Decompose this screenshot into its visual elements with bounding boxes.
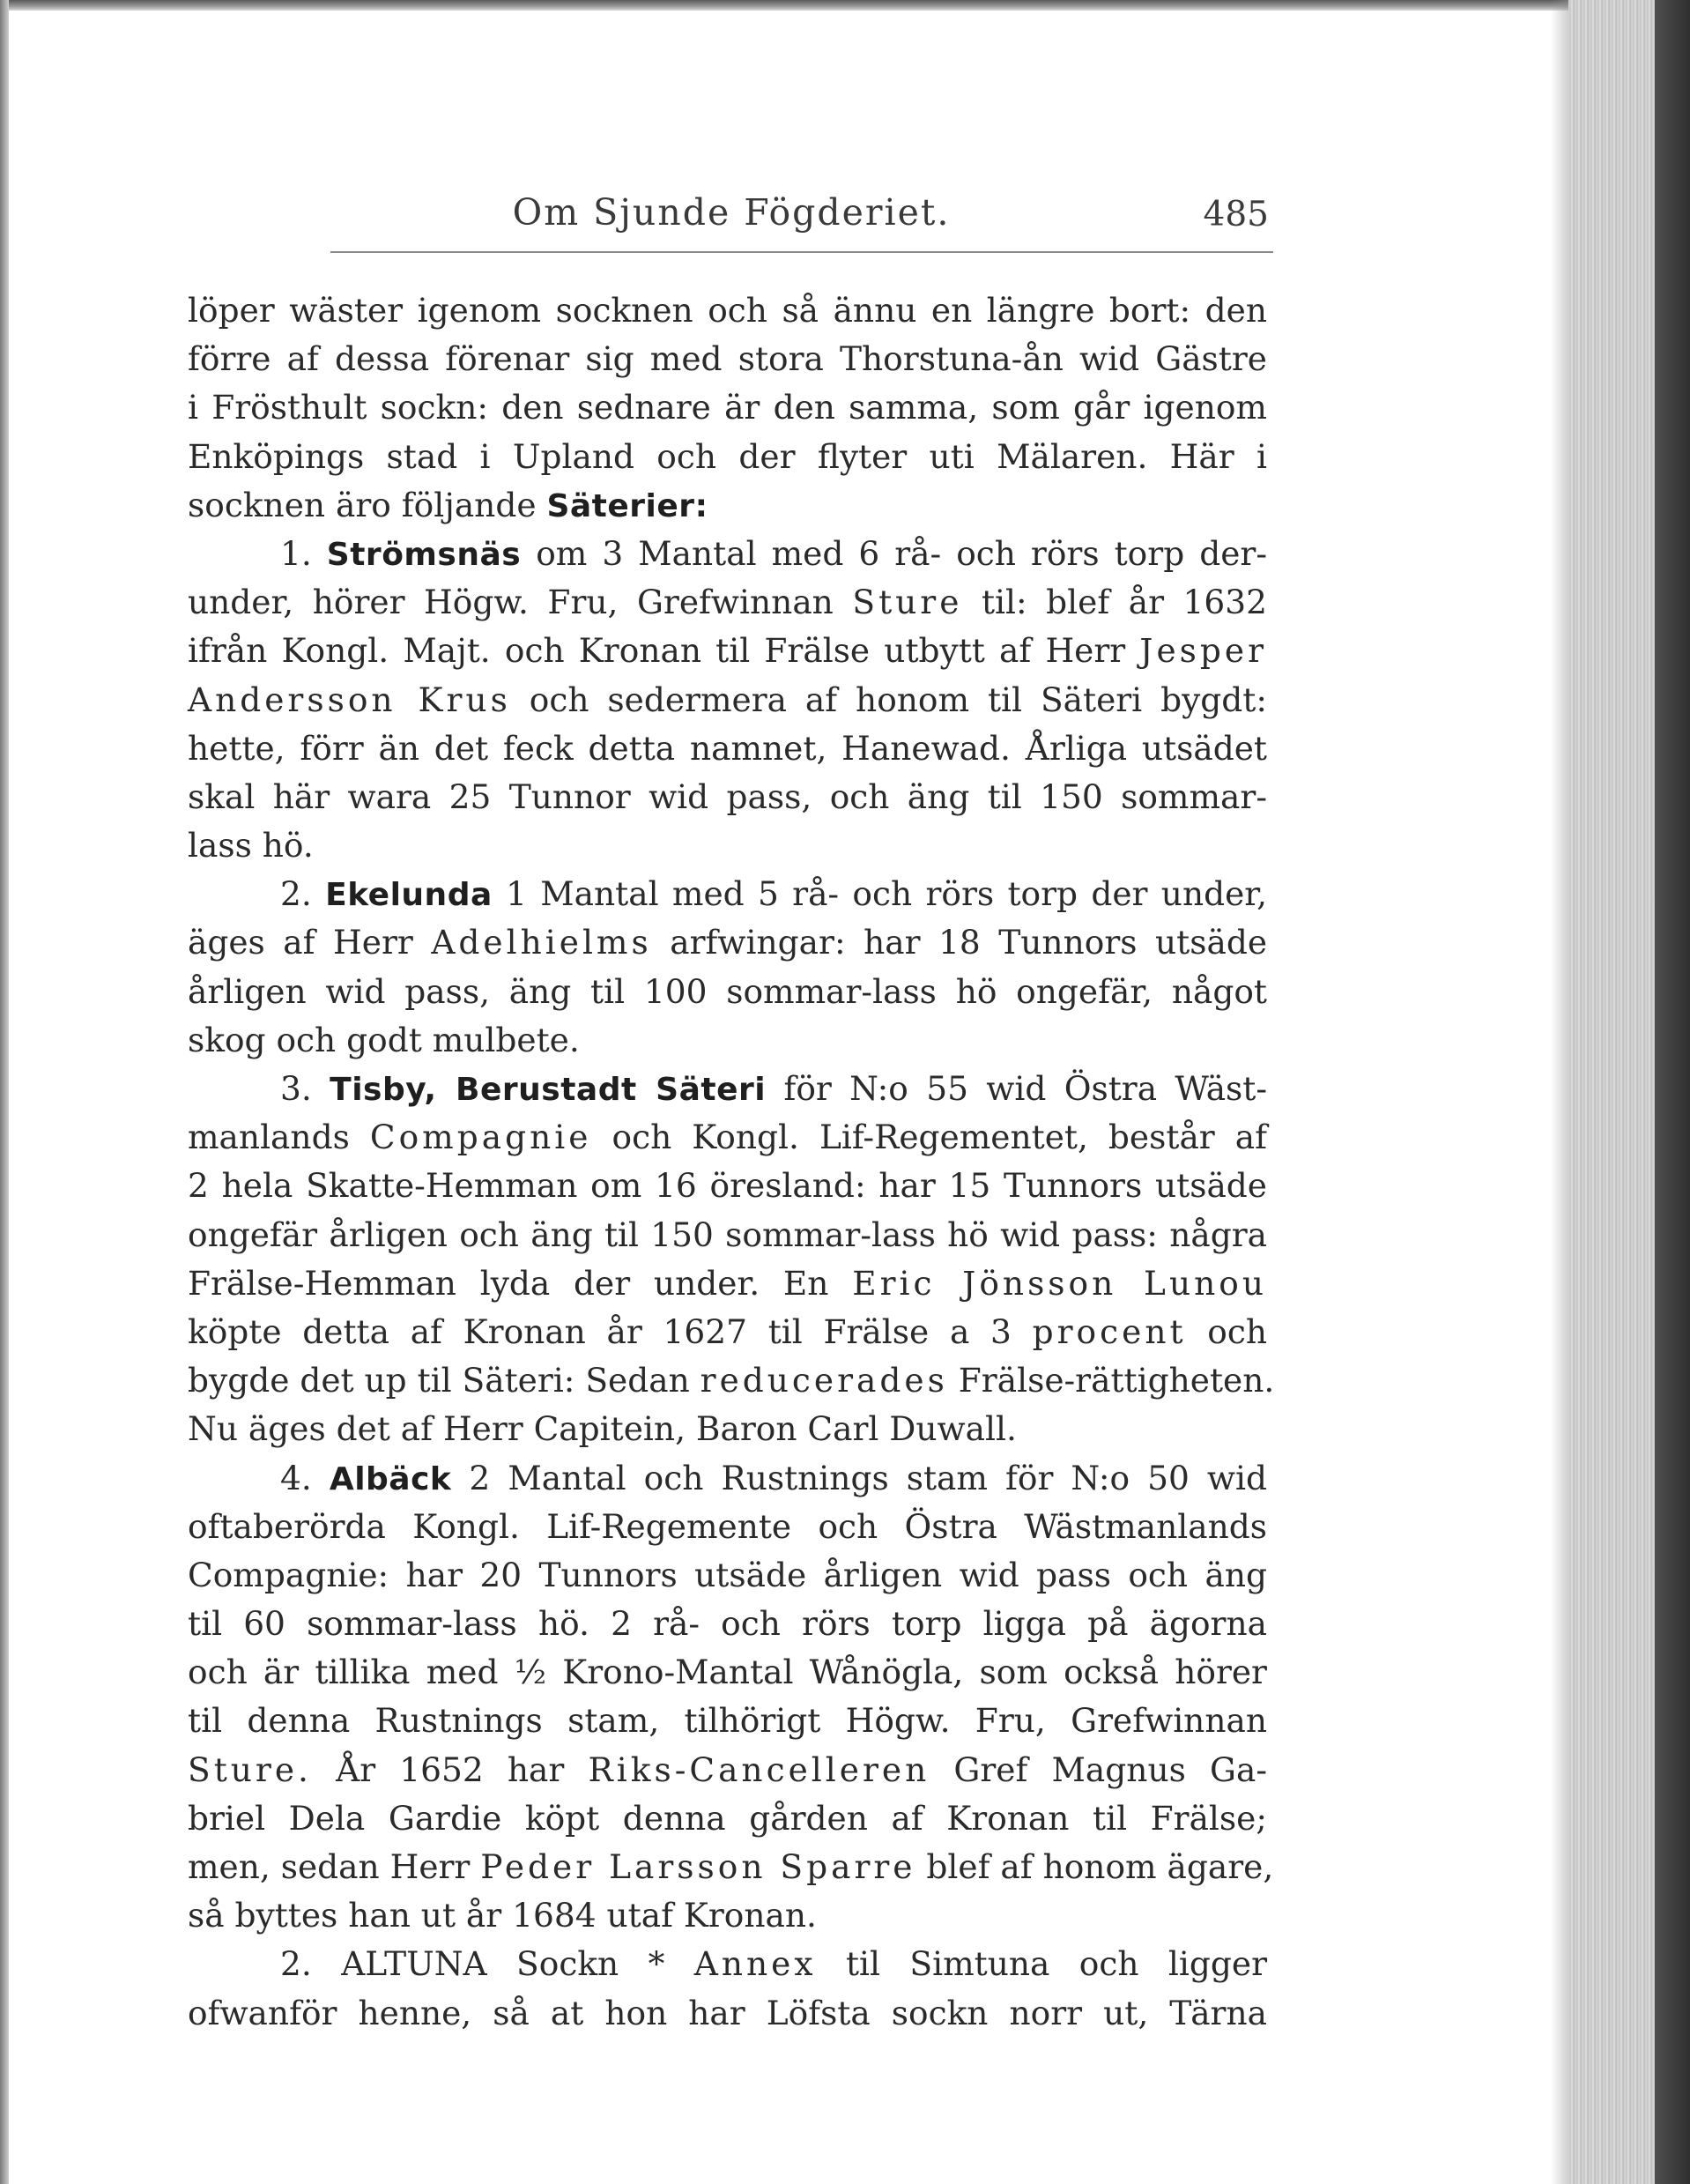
text-line: löper wäster igenom socknen och så ännu en längre bort: den [188,291,1267,330]
text-span: äges af Herr [188,923,413,962]
text-span: til: blef år 1632 [981,583,1267,622]
text-line [188,1843,1274,1891]
text-line: hette, förr än det feck detta namnet, Hanewad. Årliga utsädet [188,728,1267,768]
text-span: ifrån Kongl. Majt. och Kronan til Frälse utbytt af Herr [188,631,1126,671]
text-span: och sedermera af honom til Säteri bygdt: [529,680,1267,719]
item-number: 4. [280,1458,312,1497]
estate-name-stromsnas: Strömsnäs [326,536,522,573]
text-line: lass hö. [188,826,314,865]
text-span: köpte detta af Kronan år 1627 til Frälse a 3 [188,1311,1012,1351]
text-span: och [1207,1311,1268,1351]
parish-name-altuna: ALTUNA Sockn * [341,1944,665,1984]
text-span: socknen äro följande [188,485,537,524]
item-number: 3. [280,1069,312,1108]
text-line: oftaberörda Kongl. Lif-Regemente och Östra Wästmanlands [188,1506,1267,1546]
estate-name-alback: Albäck [329,1460,452,1497]
spaced-name: Sture [852,583,963,622]
text-line: 2 hela Skatte-Hemman om 16 öresland: har 15 Tunnors utsäde [188,1166,1267,1206]
text-span: Frälse-Hemman lyda der under. En [188,1263,829,1303]
text-span: 2 Mantal och Rustnings stam för N:o 50 wid [469,1458,1268,1497]
scan-top-edge [0,0,1690,11]
text-span: manlands [188,1118,350,1157]
text-line [188,530,1267,578]
text-span: och Kongl. Lif-Regementet, består af [612,1118,1268,1157]
spaced-name: Eric Jönsson Lunou [852,1263,1267,1303]
text-span: har 20 Tunnors utsäde årligen wid pass och äng [405,1555,1267,1594]
text-span: til Simtuna och ligger [845,1944,1268,1984]
text-line [188,870,1267,918]
text-span: om 3 Mantal med 6 rå- och rörs torp der- [536,533,1268,573]
text-line [188,481,1267,530]
text-line [188,1356,1275,1405]
spaced-name: Compagnie [369,1118,592,1157]
book-cover-edge [1655,0,1690,2184]
text-line [188,627,1267,675]
spaced-word: Annex [693,1944,817,1984]
spaced-word: procent [1032,1311,1187,1351]
text-span: Frälse-rättigheten. [958,1361,1275,1400]
text-line: så byttes han ut år 1684 utaf Kronan. [188,1896,817,1935]
text-span: blef af honom ägare, [926,1847,1274,1886]
text-line: förre af dessa förenar sig med stora Thorstuna-ån wid Gästre [188,339,1267,379]
spaced-name: Sture. [188,1749,312,1789]
text-line: skog och godt mulbete. [188,1020,580,1059]
text-line [188,1113,1267,1162]
header-rule [330,251,1273,253]
text-span: År 1652 har [336,1749,565,1789]
text-line: ongefär årligen och äng til 150 sommar-lass hö wid pass: några [188,1215,1267,1254]
text-line [188,1308,1267,1356]
spaced-title: Riks-Cancelleren [588,1749,930,1789]
text-line [188,578,1267,627]
text-span: för N:o 55 wid Östra Wäst- [783,1069,1268,1108]
text-span: bygde det up til Säteri: Sedan [188,1361,690,1400]
page-number: 485 [1203,195,1269,234]
spaced-name: Andersson Krus [188,680,511,719]
item-number: 2. [280,1944,312,1984]
spaced-name: Jesper [1139,631,1267,671]
text-line [188,676,1267,724]
text-line: skal här wara 25 Tunnor wid pass, och äng til 150 sommar- [188,776,1267,816]
text-line [188,918,1267,967]
text-span: men, sedan Herr [188,1847,471,1886]
text-span: arfwingar: har 18 Tunnors utsäde [670,923,1268,962]
section-heading-saterier: Säterier: [546,487,708,524]
text-line: til 60 sommar-lass hö. 2 rå- och rörs torp ligga på ägorna [188,1604,1267,1644]
text-line [188,1746,1267,1794]
scan-left-edge [0,0,9,2184]
item-number: 1. [280,533,312,573]
text-line: Nu äges det af Herr Capitein, Baron Carl Duwall. [188,1409,1017,1449]
text-line [188,1065,1267,1113]
text-line [188,1551,1267,1600]
spaced-name: Peder Larsson Sparre [480,1847,916,1886]
text-span: Gref Magnus Ga- [953,1749,1267,1789]
text-line: til denna Rustnings stam, tilhörigt Högw. Fru, Grefwinnan [188,1701,1267,1741]
text-line: årligen wid pass, äng til 100 sommar-lass hö ongefär, något [188,971,1267,1011]
item-number: 2. [280,874,312,914]
text-line: och är tillika med ½ Krono-Mantal Wånögla, som också hörer [188,1653,1267,1692]
text-line [188,1454,1267,1503]
text-line [188,1940,1267,1988]
body-text [188,286,1275,2038]
text-line: briel Dela Gardie köpt denna gården af Kronan til Frälse; [188,1798,1267,1838]
spaced-name: Adelhielms [431,923,652,962]
text-line: Enköpings stad i Upland och der flyter uti Mälaren. Här i [188,436,1267,476]
estate-name-ekelunda: Ekelunda [325,877,493,914]
text-span: 1 Mantal med 5 rå- och rörs torp der under, [506,874,1268,914]
text-line: i Frösthult sockn: den sednare är den samma, som går igenom [188,388,1267,427]
running-title: Om Sjunde Fögderiet. [512,191,951,234]
running-head [291,181,1269,242]
text-span: under, hörer Högw. Fru, Grefwinnan [188,583,834,622]
text-line [188,1259,1267,1308]
text-span: Compagnie: [188,1555,389,1594]
text-line: ofwanför henne, så at hon har Löfsta sockn norr ut, Tärna [188,1993,1267,2032]
estate-name-tisby: Tisby, Berustadt Säteri [330,1072,767,1108]
spaced-word: reducerades [700,1361,948,1400]
